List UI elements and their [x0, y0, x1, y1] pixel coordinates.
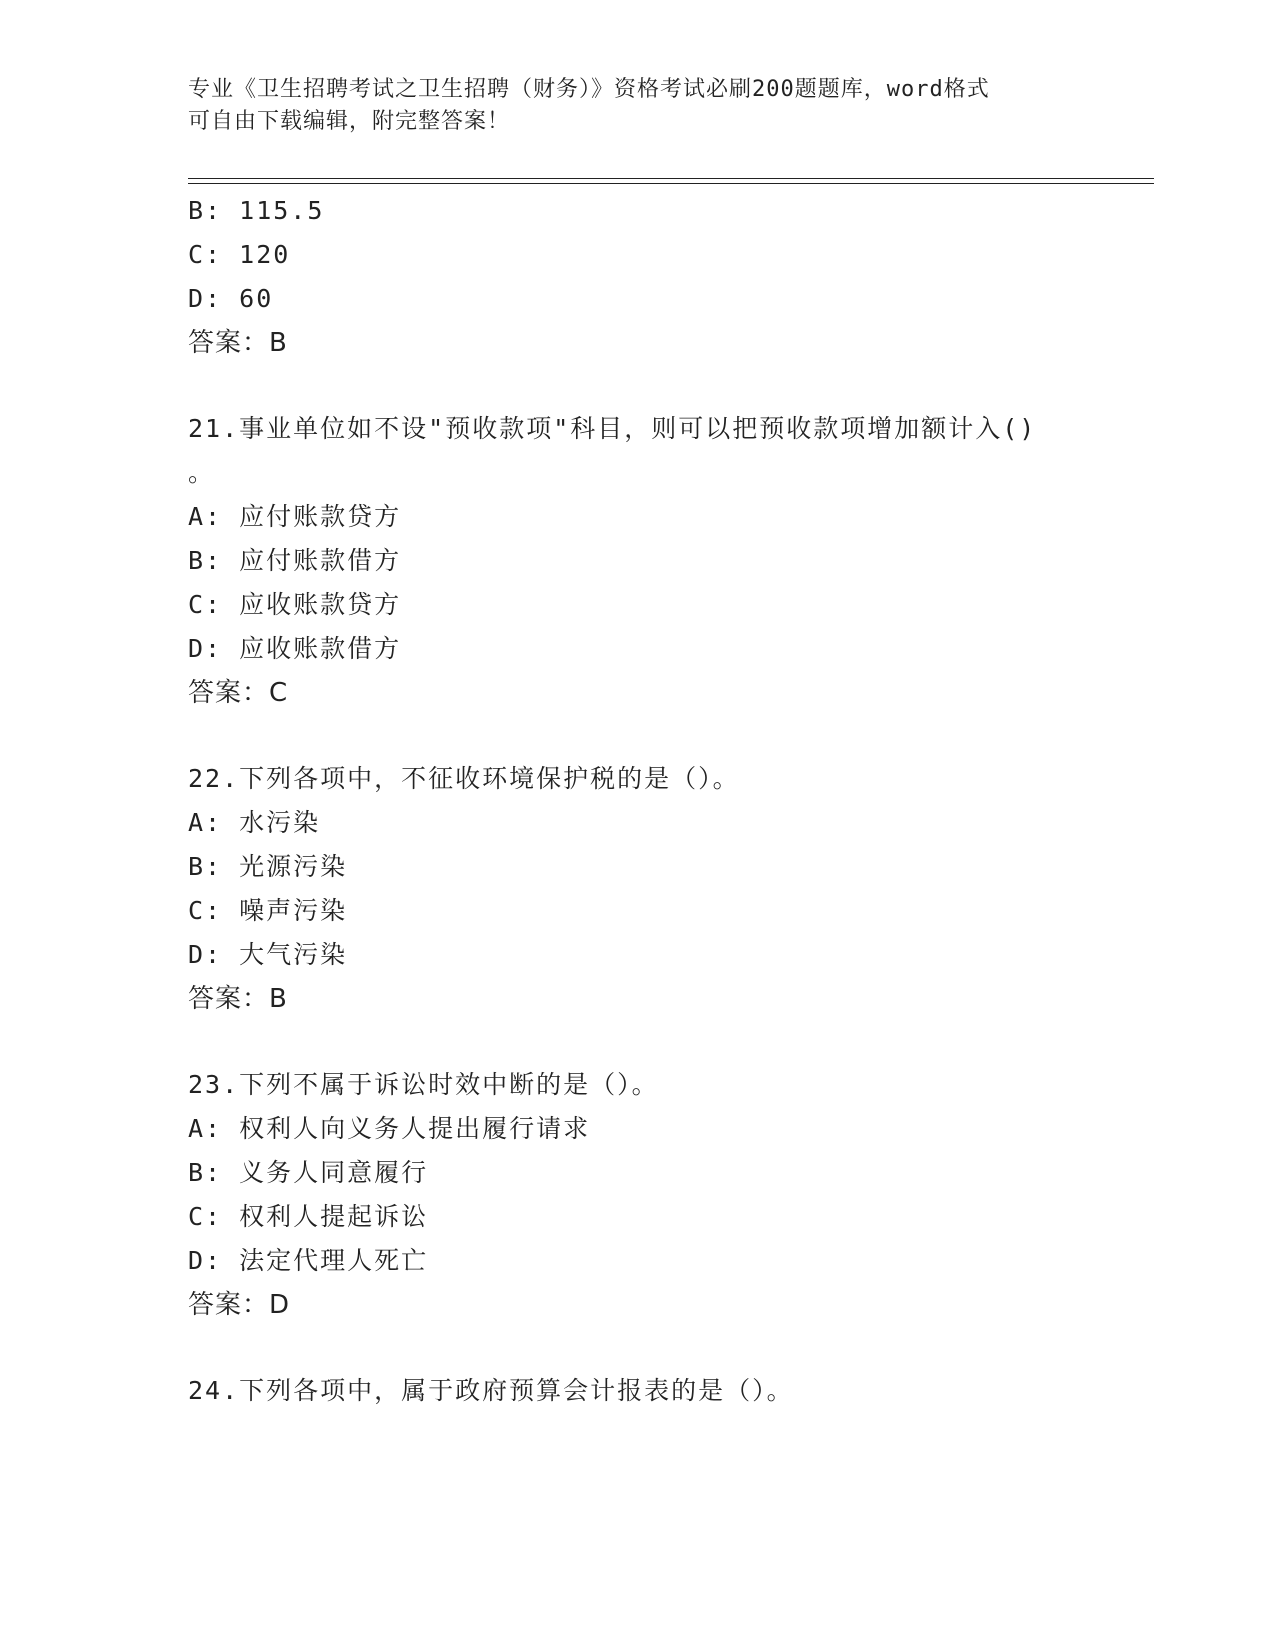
question-21-answer: 答案：C: [188, 678, 289, 708]
document-header: [188, 74, 1088, 138]
header-divider-top: [188, 178, 1154, 179]
header-line-2: 可自由下载编辑，附完整答案！: [188, 109, 511, 134]
question-23-option-b: B: 义务人同意履行: [188, 1158, 429, 1187]
question-22-option-c: C: 噪声污染: [188, 896, 348, 925]
option-c: C: 120: [188, 240, 291, 269]
question-21-stem: 21.事业单位如不设"预收款项"科目，则可以把预收款项增加额计入(): [188, 414, 1037, 443]
question-23-option-c: C: 权利人提起诉讼: [188, 1202, 429, 1231]
question-22-option-a: A: 水污染: [188, 808, 321, 837]
header-line-1: 专业《卫生招聘考试之卫生招聘（财务）》资格考试必刷200题题库，word格式: [188, 77, 990, 102]
answer: 答案：B: [188, 328, 288, 358]
question-24-stem: 24.下列各项中，属于政府预算会计报表的是（）。: [188, 1376, 794, 1405]
question-23-answer: 答案：D: [188, 1290, 291, 1320]
option-b: B: 115.5: [188, 196, 325, 225]
header-divider-bottom: [188, 183, 1154, 184]
question-21-option-c: C: 应收账款贷方: [188, 590, 402, 619]
question-22-answer: 答案：B: [188, 984, 288, 1014]
question-21-option-b: B: 应付账款借方: [188, 546, 402, 575]
question-21-option-d: D: 应收账款借方: [188, 634, 402, 663]
option-d: D: 60: [188, 284, 274, 313]
question-23-option-a: A: 权利人向义务人提出履行请求: [188, 1114, 591, 1143]
question-21-stem-cont: 。: [188, 458, 216, 487]
question-23-option-d: D: 法定代理人死亡: [188, 1246, 429, 1275]
question-23-stem: 23.下列不属于诉讼时效中断的是（）。: [188, 1070, 659, 1099]
question-22-stem: 22.下列各项中，不征收环境保护税的是（）。: [188, 764, 740, 793]
question-21-option-a: A: 应付账款贷方: [188, 502, 402, 531]
question-22-option-b: B: 光源污染: [188, 852, 348, 881]
question-22-option-d: D: 大气污染: [188, 940, 348, 969]
